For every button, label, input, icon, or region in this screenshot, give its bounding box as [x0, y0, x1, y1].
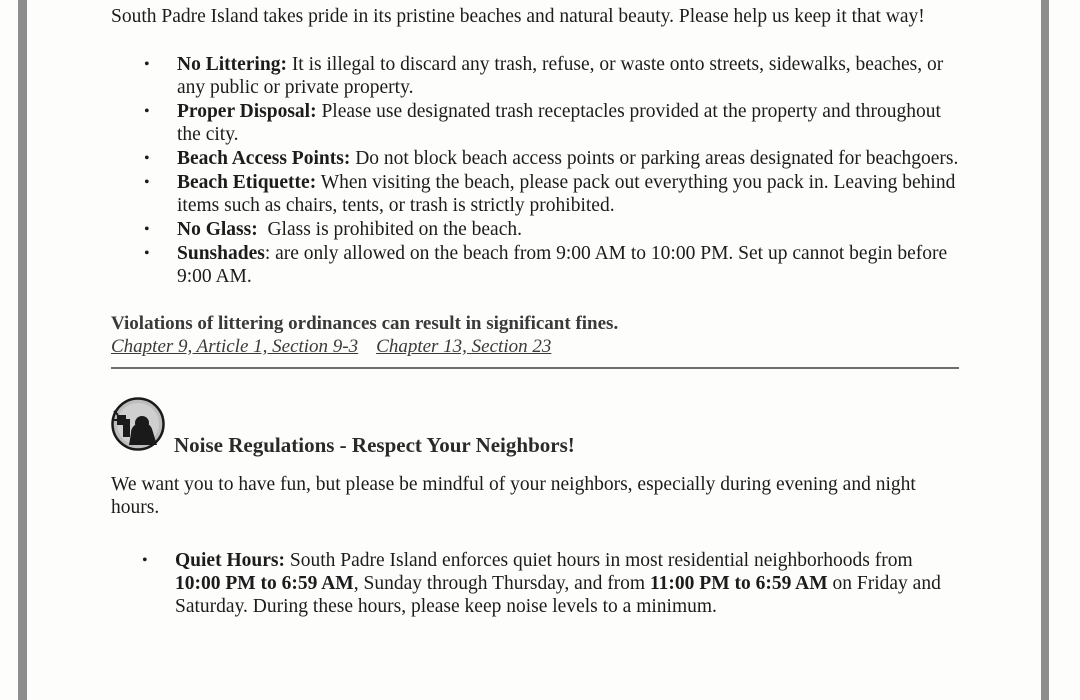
bullet: • [144, 150, 150, 167]
quiet-hours-weekday-time: 10:00 PM to 6:59 AM [175, 573, 354, 594]
bullet: • [144, 174, 150, 191]
rule-item-sunshades [111, 242, 961, 288]
page-border-right [1041, 0, 1049, 700]
rule-title: No Glass: [177, 219, 258, 240]
rule-item-proper-disposal [111, 100, 961, 146]
rule-text: South Padre Island enforces quiet hours in most residential neighborhoods from [284, 550, 913, 571]
rule-text: on Friday and Saturday. During these hours, please keep noise levels to a minimum. [175, 573, 941, 617]
quiet-hours-weekend-time: 11:00 PM to 6:59 AM [649, 573, 828, 594]
citation-link-chapter-13[interactable]: Chapter 13, Section 23 [376, 336, 552, 357]
page-border-left [18, 0, 27, 700]
noise-section-title: Noise Regulations - Respect Your Neighbors! [174, 433, 575, 457]
rule-title: Quiet Hours: [175, 550, 285, 571]
intro-paragraph: South Padre Island takes pride in its pristine beaches and natural beauty. Please help us keep it that way! [111, 6, 925, 27]
rule-text: Glass is prohibited on the beach. [257, 219, 522, 240]
rule-text: : are only allowed on the beach from 9:00 AM to 10:00 PM. Set up cannot begin before 9:00 AM. [177, 243, 948, 287]
rule-item-quiet-hours [111, 549, 961, 618]
bullet: • [144, 221, 150, 238]
rule-text: It is illegal to discard any trash, refuse, or waste onto streets, sidewalks, beaches, or any public or private property. [177, 54, 944, 98]
rule-item-beach-etiquette [111, 171, 961, 217]
rule-title: Beach Access Points: [177, 148, 351, 169]
bullet: • [142, 552, 148, 569]
citation-link-chapter-9[interactable]: Chapter 9, Article 1, Section 9-3 [111, 336, 359, 357]
rule-text: Do not block beach access points or parking areas designated for beachgoers. [350, 148, 959, 169]
megaphone-icon [111, 397, 165, 451]
bullet: • [144, 56, 150, 73]
section-divider [111, 367, 959, 369]
rule-title: Proper Disposal: [177, 101, 317, 122]
rule-title: Beach Etiquette: [177, 172, 317, 193]
rule-item-no-littering [111, 53, 961, 99]
rule-text: , Sunday through Thursday, and from [353, 573, 650, 594]
document-content [111, 5, 961, 618]
bullet: • [144, 103, 150, 120]
ordinance-citations [111, 335, 961, 358]
rule-title: No Littering: [177, 54, 287, 75]
rule-item-beach-access [111, 147, 961, 170]
fines-warning: Violations of littering ordinances can result in significant fines. [111, 313, 619, 334]
noise-section-header [111, 397, 961, 459]
rule-title: Sunshades [177, 243, 265, 264]
rule-item-no-glass [111, 218, 961, 241]
bullet: • [144, 245, 150, 262]
noise-intro-paragraph: We want you to have fun, but please be mindful of your neighbors, especially during evening and night hours. [111, 474, 916, 518]
rule-text: Please use designated trash receptacles provided at the property and throughout the city. [177, 101, 941, 145]
noise-rules-list [111, 549, 961, 618]
beach-rules-list [111, 53, 961, 288]
rule-text: When visiting the beach, please pack out everything you pack in. Leaving behind items such as chairs, tents, or trash is strictly prohibited. [177, 172, 956, 216]
